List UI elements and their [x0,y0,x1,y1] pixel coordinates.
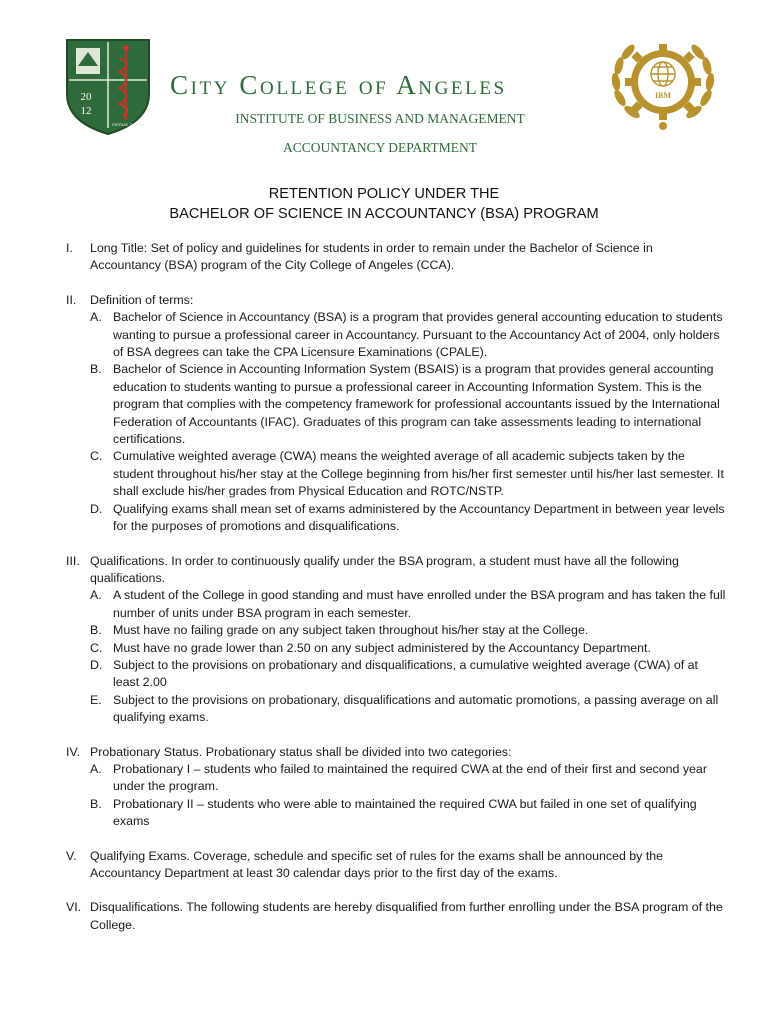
list-item: C. Must have no grade lower than 2.50 on any subject administered by the Accountancy Department. [90,640,651,655]
qualification-list [90,587,726,726]
list-item: B. Probationary II – students who were able to maintained the required CWA but failed in one set of qualifying exams [90,796,697,829]
college-name: City College of Angeles [170,70,507,100]
list-item: A. A student of the College in good standing and must have enrolled under the BSA program and has taken the full number of units under BSA program in each semester. [90,588,726,620]
section-number: V. [66,848,77,863]
section-text: Definition of terms: [90,292,194,307]
gear-icon [625,44,701,120]
section-disqualifications [66,899,726,934]
list-item: A. Bachelor of Science in Accountancy (BSA) is a program that provides general accounting education to students wanting to pursue a professional career in Accountancy. Pursuant to the Accountancy Act of 2004, only holders of BSA degrees can take the CPA Licensure Examinations (CPALE). [90,310,723,360]
section-long-title [66,240,726,275]
svg-text:IBM: IBM [655,91,671,100]
institute-name: INSTITUTE OF BUSINESS AND MANAGEMENT [235,111,525,126]
probationary-list [90,761,726,831]
document-title-line-2: BACHELOR OF SCIENCE IN ACCOUNTANCY (BSA) PROGRAM [169,206,599,222]
list-item: D. Qualifying exams shall mean set of exams administered by the Accountancy Department in between year levels for the purposes of promotions and disqualifications. [90,501,725,534]
list-item: D. Subject to the provisions on probationary and disqualifications, a cumulative weighted average (CWA) of at least 2.00 [90,657,698,690]
section-qualifying-exams [66,848,726,883]
list-item: E. Subject to the provisions on probationary, disqualifications and automatic promotions, a passing average on all qualifying exams. [90,692,719,725]
svg-text:20: 20 [80,91,92,103]
section-number: II. [66,292,77,307]
policy-body [66,240,726,951]
section-text: Long Title: Set of policy and guidelines for students in order to remain under the Bachelor of Science in Accountancy (BSA) program of the City College of Angeles (CCA). [90,241,653,273]
ibm-seal-logo [606,36,720,132]
section-number: IV. [66,744,81,759]
list-item: B. Bachelor of Science in Accounting Information System (BSAIS) is a program that provides general accounting education to students wanting to pursue a professional career in Accounting Information System. This is the program that complies with the competency framework for professional accountants issued by the International Federation of Accountants (IFAC). Graduates of this program can take assessments leading to international certifications. [90,362,720,447]
section-text: Qualifying Exams. Coverage, schedule and specific set of rules for the exams shall be announced by the Accountancy Department at least 30 calendar days prior to the first day of the exams. [90,848,664,880]
svg-text:PATRIAE DOMINI: PATRIAE DOMINI [111,122,145,127]
list-item: B. Must have no failing grade on any subject taken throughout his/her stay at the College. [90,623,589,638]
college-seal-logo [64,36,152,136]
section-probationary-status [66,744,726,831]
section-number: III. [66,553,80,568]
svg-text:12: 12 [80,105,92,117]
list-item: A. Probationary I – students who failed to maintained the required CWA at the end of their first and second year under the program. [90,761,707,794]
department-name: ACCOUNTANCY DEPARTMENT [283,140,477,155]
list-item: C. Cumulative weighted average (CWA) means the weighted average of all academic subjects taken by the student throughout his/her stay at the College beginning from his/her first semester until his/her last semester. It shall exclude his/her grades from Physical Education and ROTC/NSTP. [90,449,724,499]
section-number: VI. [66,900,82,915]
section-text: Qualifications. In order to continuously qualify under the BSA program, a student must have all the following qualifications. [90,553,679,585]
document-title-line-1: RETENTION POLICY UNDER THE [268,186,500,202]
definition-list [90,309,726,535]
section-text: Probationary Status. Probationary status shall be divided into two categories: [90,744,512,759]
section-text: Disqualifications. The following students are hereby disqualified from further enrolling under the BSA program of the College. [90,900,723,932]
section-qualifications [66,553,726,727]
section-number: I. [66,241,73,255]
section-definition-of-terms [66,292,726,536]
